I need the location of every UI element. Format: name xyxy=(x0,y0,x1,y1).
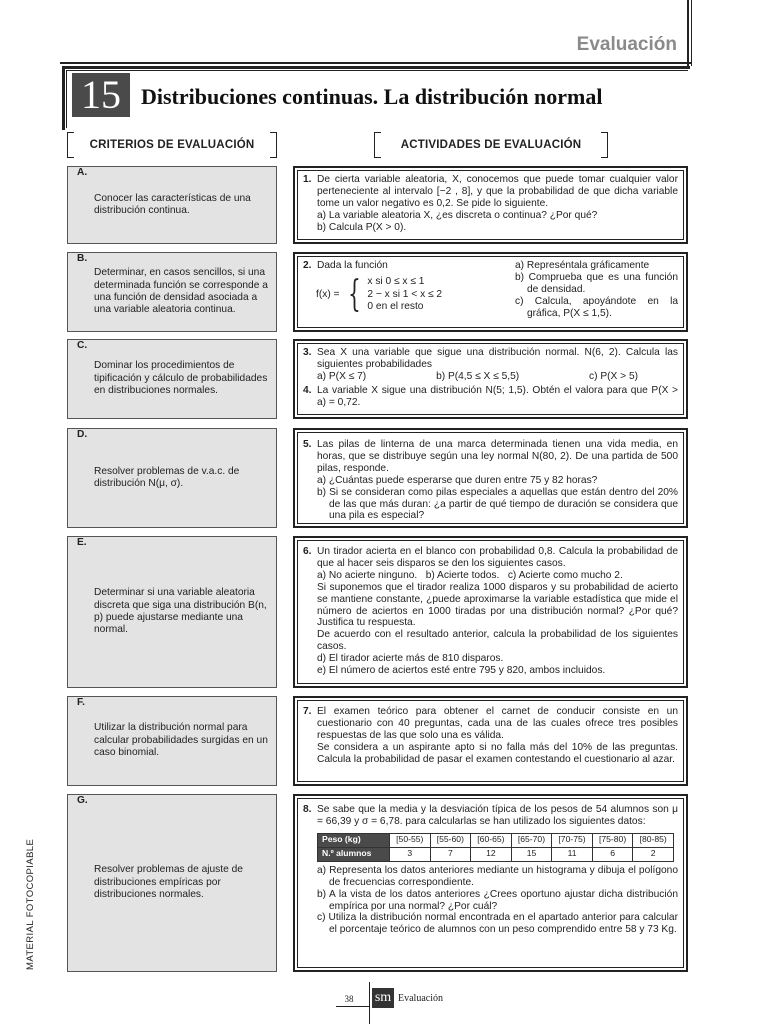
question-part-b: b) Si se consideran como pilas especiales a aquellas que están dentro del 20% de las que más duran: ¿a partir de qué tiempo de duración se considera que una pila es especial? xyxy=(317,486,678,522)
table-cell: 15 xyxy=(511,847,552,861)
criterion-d xyxy=(67,428,277,528)
unit-number: 15 xyxy=(72,73,130,117)
criteria-column-title: CRITERIOS DE EVALUACIÓN xyxy=(89,139,255,151)
question-part-b: b) Calcula P(X > 0). xyxy=(317,221,407,233)
question-part-a: a) Represéntala gráficamente xyxy=(515,260,650,271)
table-row xyxy=(318,833,674,847)
table-cell: 3 xyxy=(390,847,431,861)
criterion-f xyxy=(67,696,277,786)
table-header-cell: N.º alumnos xyxy=(318,847,390,861)
table-cell: [80-85) xyxy=(633,833,674,847)
unit-title: Distribuciones continuas. La distribución normal xyxy=(141,84,603,109)
activity-1 xyxy=(293,166,688,244)
question-number: 3. xyxy=(303,347,312,358)
table-cell: [70-75) xyxy=(552,833,593,847)
question-text: Se sabe que la media y la desviación típica de los pesos de 54 alumnos son μ = 66,39 y σ = 6,78. para calcularlas se han utilizado los siguientes datos: xyxy=(317,804,678,827)
activities-column-header xyxy=(374,133,608,157)
criterion-b xyxy=(67,252,277,332)
criterion-a xyxy=(67,166,277,244)
side-label: MATERIAL FOTOCOPIABLE xyxy=(25,838,36,970)
question-text: La variable X sigue una distribución N(5; 1,5). Obtén el valora para que P(X > a) = 0,72. xyxy=(317,384,678,408)
question-part-b: b) Comprueba que es una función de densidad. xyxy=(515,271,678,295)
question-number: 4. xyxy=(303,384,312,396)
table-cell: 6 xyxy=(592,847,633,861)
question-part-a: a) La variable aleatoria X, ¿es discreta o continua? ¿Por qué? xyxy=(317,209,598,221)
criterion-letter: B. xyxy=(77,253,88,264)
question-number: 8. xyxy=(303,804,312,815)
footer-label: Evaluación xyxy=(398,993,443,1004)
function-case: 2 − x si 1 < x ≤ 2 xyxy=(367,288,443,300)
question-part-c: c) Utiliza la distribución normal encontrada en el apartado anterior para calcular el porcentaje teórico de alumnos con un peso comprendido entre 58 y 73 Kg. xyxy=(317,912,678,936)
question-part-e: e) El número de aciertos esté entre 795 y 820, ambos incluidos. xyxy=(317,665,606,677)
table-cell: [75-80) xyxy=(592,833,633,847)
table-row xyxy=(318,847,674,861)
question-number: 7. xyxy=(303,706,312,717)
criterion-text: Utilizar la distribución normal para calcular probabilidades surgidas en un caso binomial. xyxy=(94,722,268,759)
criterion-g xyxy=(67,794,277,972)
question-number: 2. xyxy=(303,260,312,271)
piecewise-function xyxy=(316,273,513,315)
question-part-c: c) P(X > 5) xyxy=(589,370,638,382)
question-paragraph: Se considera a un aspirante apto si no falla más del 10% de las preguntas. Calcula la probabilidad de pasar el examen contestando el cuestionario al azar. xyxy=(317,741,678,765)
table-cell: [65-70) xyxy=(511,833,552,847)
criterion-text: Determinar si una variable aleatoria discreta que siga una distribución B(n, p) puede ajustarse mediante una normal. xyxy=(94,587,267,636)
publisher-logo: sm xyxy=(372,988,394,1008)
criterion-e xyxy=(67,536,277,688)
criterion-text: Conocer las características de una distribución continua. xyxy=(94,192,251,216)
question-paragraph: De acuerdo con el resultado anterior, calcula la probabilidad de los siguientes casos. xyxy=(317,629,678,653)
question-number: 1. xyxy=(303,174,312,185)
page-number: 38 xyxy=(344,994,354,1004)
header-vertical-rule-thin xyxy=(691,0,692,66)
table-cell: 12 xyxy=(471,847,512,861)
activity-5 xyxy=(293,428,688,528)
criterion-text: Resolver problemas de v.a.c. de distribución N(μ, σ). xyxy=(94,465,240,489)
table-cell: [55-60) xyxy=(430,833,471,847)
criteria-column-header xyxy=(67,133,277,157)
question-part-d: d) El tirador acierte más de 810 disparos. xyxy=(317,653,504,665)
question-part-a: a) Representa los datos anteriores mediante un histograma y dibuja el polígono de frecuencias correspondiente. xyxy=(317,864,678,888)
criterion-letter: G. xyxy=(77,795,88,806)
table-cell: 7 xyxy=(430,847,471,861)
activity-2 xyxy=(293,252,688,332)
brace-symbol: { xyxy=(347,273,361,315)
question-text: Las pilas de linterna de una marca determinada tienen una vida media, en horas, que se distribuye según una ley normal N(80, 2). De una partida de 500 pilas, responde. xyxy=(317,439,678,474)
footer-underline xyxy=(336,1006,369,1007)
question-part-b: b) P(4,5 ≤ X ≤ 5,5) xyxy=(436,370,520,382)
question-number: 5. xyxy=(303,439,312,450)
question-part-a: a) ¿Cuántas puede esperarse que duren entre 75 y 82 horas? xyxy=(317,474,598,486)
activity-7 xyxy=(293,696,688,786)
question-number: 6. xyxy=(303,546,312,557)
question-text: El examen teórico para obtener el carnet de conducir consiste en un cuestionario con 40 preguntas, cada una de las cuales ofrece tres posibles respuestas de las que solo una es válida. xyxy=(317,706,678,741)
table-cell: 11 xyxy=(552,847,593,861)
question-paragraph: Si suponemos que el tirador realiza 1000 disparos y su probabilidad de acierto se mantiene constante, ¿puede aproximarse la variable estadística que mide el número de aciertos en 1000 tiradas por una distribución normal? ¿Por qué? Justifica tu respuesta. xyxy=(317,581,678,629)
criterion-text: Resolver problemas de ajuste de distribuciones empíricas por distribuciones normales. xyxy=(94,864,243,901)
table-cell: 2 xyxy=(633,847,674,861)
activity-3-4 xyxy=(293,339,688,419)
activity-6 xyxy=(293,536,688,688)
question-text: Sea X una variable que sigue una distribución normal. N(6, 2). Calcula las siguientes probabilidades xyxy=(317,347,678,370)
activity-8 xyxy=(293,794,688,972)
question-parts-abc: a) No acierte ninguno. b) Acierte todos. c) Acierte como mucho 2. xyxy=(317,569,623,581)
table-cell: [60-65) xyxy=(471,833,512,847)
criterion-text: Dominar los procedimientos de tipificación y cálculo de probabilidades en distribuciones normales. xyxy=(94,360,268,397)
question-text: Un tirador acierta en el blanco con probabilidad 0,8. Calcula la probabilidad de que al hacer seis disparos se den los siguientes casos. xyxy=(317,546,678,569)
footer-rule xyxy=(369,982,370,1024)
table-header-cell: Peso (kg) xyxy=(318,833,390,847)
question-text: De cierta variable aleatoria, X, conocemos que puede tomar cualquier valor perteneciente al intervalo [−2 , 8], y que la probabilidad de que dicha variable tome un valor negativo es 0,2. Se pide lo siguiente. xyxy=(317,174,678,209)
question-part-a: a) P(X ≤ 7) xyxy=(317,370,367,382)
weights-table xyxy=(317,833,674,862)
table-cell: [50-55) xyxy=(390,833,431,847)
criterion-letter: C. xyxy=(77,340,88,351)
question-text: Dada la función xyxy=(317,260,388,271)
section-label: Evaluación xyxy=(576,34,677,55)
header-vertical-rule xyxy=(687,0,689,66)
activities-column-title: ACTIVIDADES DE EVALUACIÓN xyxy=(400,139,582,151)
criterion-c xyxy=(67,339,277,419)
header-rule xyxy=(60,62,692,64)
criterion-letter: A. xyxy=(77,167,88,178)
criterion-letter: F. xyxy=(77,697,85,708)
question-part-c: c) Calcula, apoyándote en la gráfica, P(X ≤ 1,5). xyxy=(515,295,678,319)
criterion-letter: D. xyxy=(77,429,88,440)
criterion-letter: E. xyxy=(77,537,87,548)
function-name: f(x) = xyxy=(316,288,340,300)
question-part-b: b) A la vista de los datos anteriores ¿Crees oportuno ajustar dicha distribución empírica por una normal? ¿Por cuál? xyxy=(317,888,678,912)
criterion-text: Determinar, en casos sencillos, si una determinada función se corresponde a una función de densidad asociada a una variable aleatoria continua. xyxy=(94,267,268,316)
function-case: 0 en el resto xyxy=(367,301,424,313)
function-case: x si 0 ≤ x ≤ 1 xyxy=(367,275,425,287)
